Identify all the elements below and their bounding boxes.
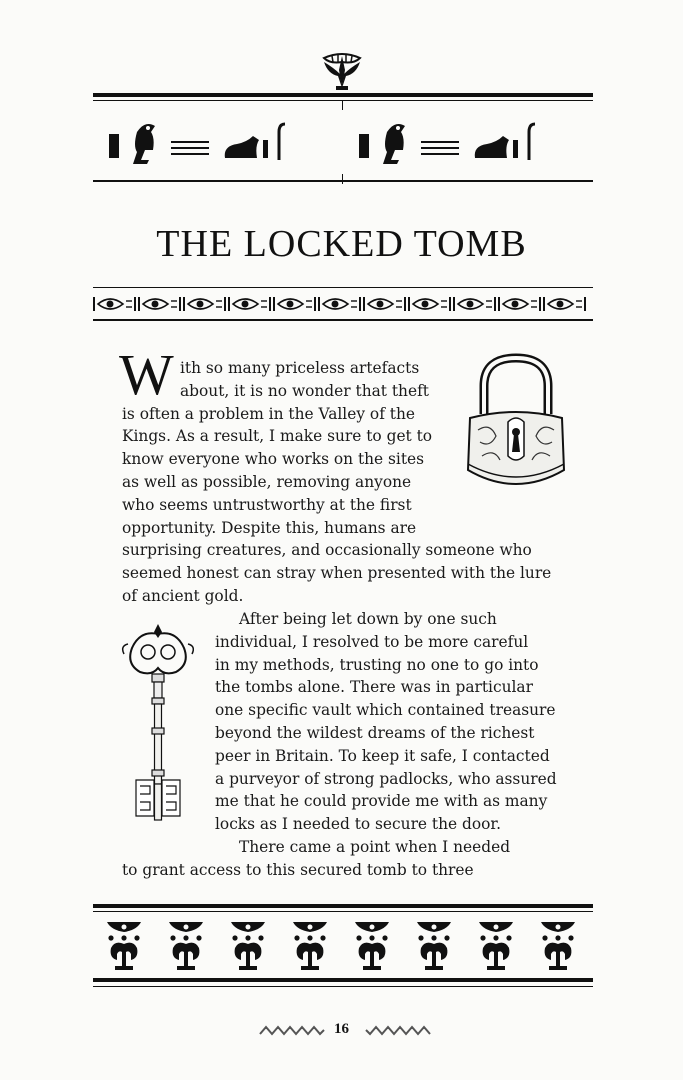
text-line: beyond the wildest dreams of the richest — [215, 723, 535, 742]
text-line: the tombs alone. There was in particular — [215, 678, 533, 697]
lotus-ornament-icon — [318, 48, 366, 92]
text-line: There came a point when I needed — [239, 838, 511, 856]
text-line: who seems untrustworthy at the first — [122, 495, 412, 514]
text-line: is often a problem in the Valley of the — [122, 404, 415, 423]
text-line: me that he could provide me with as many — [215, 792, 548, 811]
text-line: one specific vault which contained treasure — [215, 701, 556, 720]
text-line: know everyone who works on the sites — [122, 450, 425, 469]
paragraph-2 — [215, 608, 557, 836]
page-title: THE LOCKED TOMB — [156, 223, 527, 265]
text-line: individual, I resolved to be more careful — [215, 632, 529, 651]
text-line: locks as I needed to secure the door. — [215, 815, 501, 834]
text-line: surprising creatures, and occasionally someone who — [122, 541, 532, 560]
text-line: ith so many priceless artefacts — [180, 359, 420, 377]
text-line: to grant access to this secured tomb to three — [122, 860, 474, 879]
eye-pattern-icon — [93, 292, 593, 316]
text-line: of ancient gold. — [122, 586, 244, 605]
hieroglyph-icon — [93, 110, 593, 174]
drop-cap: W — [119, 342, 174, 407]
text-line: seemed honest can stray when presented with the lure — [122, 564, 552, 583]
text-line: a purveyor of strong padlocks, who assured — [215, 769, 557, 788]
text-line: opportunity. Despite this, humans are — [122, 518, 417, 537]
text-line: Kings. As a result, I make sure to get to — [122, 427, 433, 446]
page-number: 16 — [334, 1021, 349, 1037]
lotus-pattern-icon — [93, 918, 593, 974]
text-line: as well as possible, removing anyone — [122, 472, 412, 491]
text-line: about, it is no wonder that theft — [180, 381, 429, 400]
key-icon — [118, 620, 198, 835]
paragraph-1 — [122, 357, 551, 608]
text-line: After being let down by one such — [239, 610, 497, 628]
text-line: in my methods, trusting no one to go into — [215, 655, 539, 674]
paragraph-3 — [122, 836, 510, 882]
zigzag-right-icon — [364, 1024, 432, 1038]
text-line: peer in Britain. To keep it safe, I contacted — [215, 746, 550, 765]
